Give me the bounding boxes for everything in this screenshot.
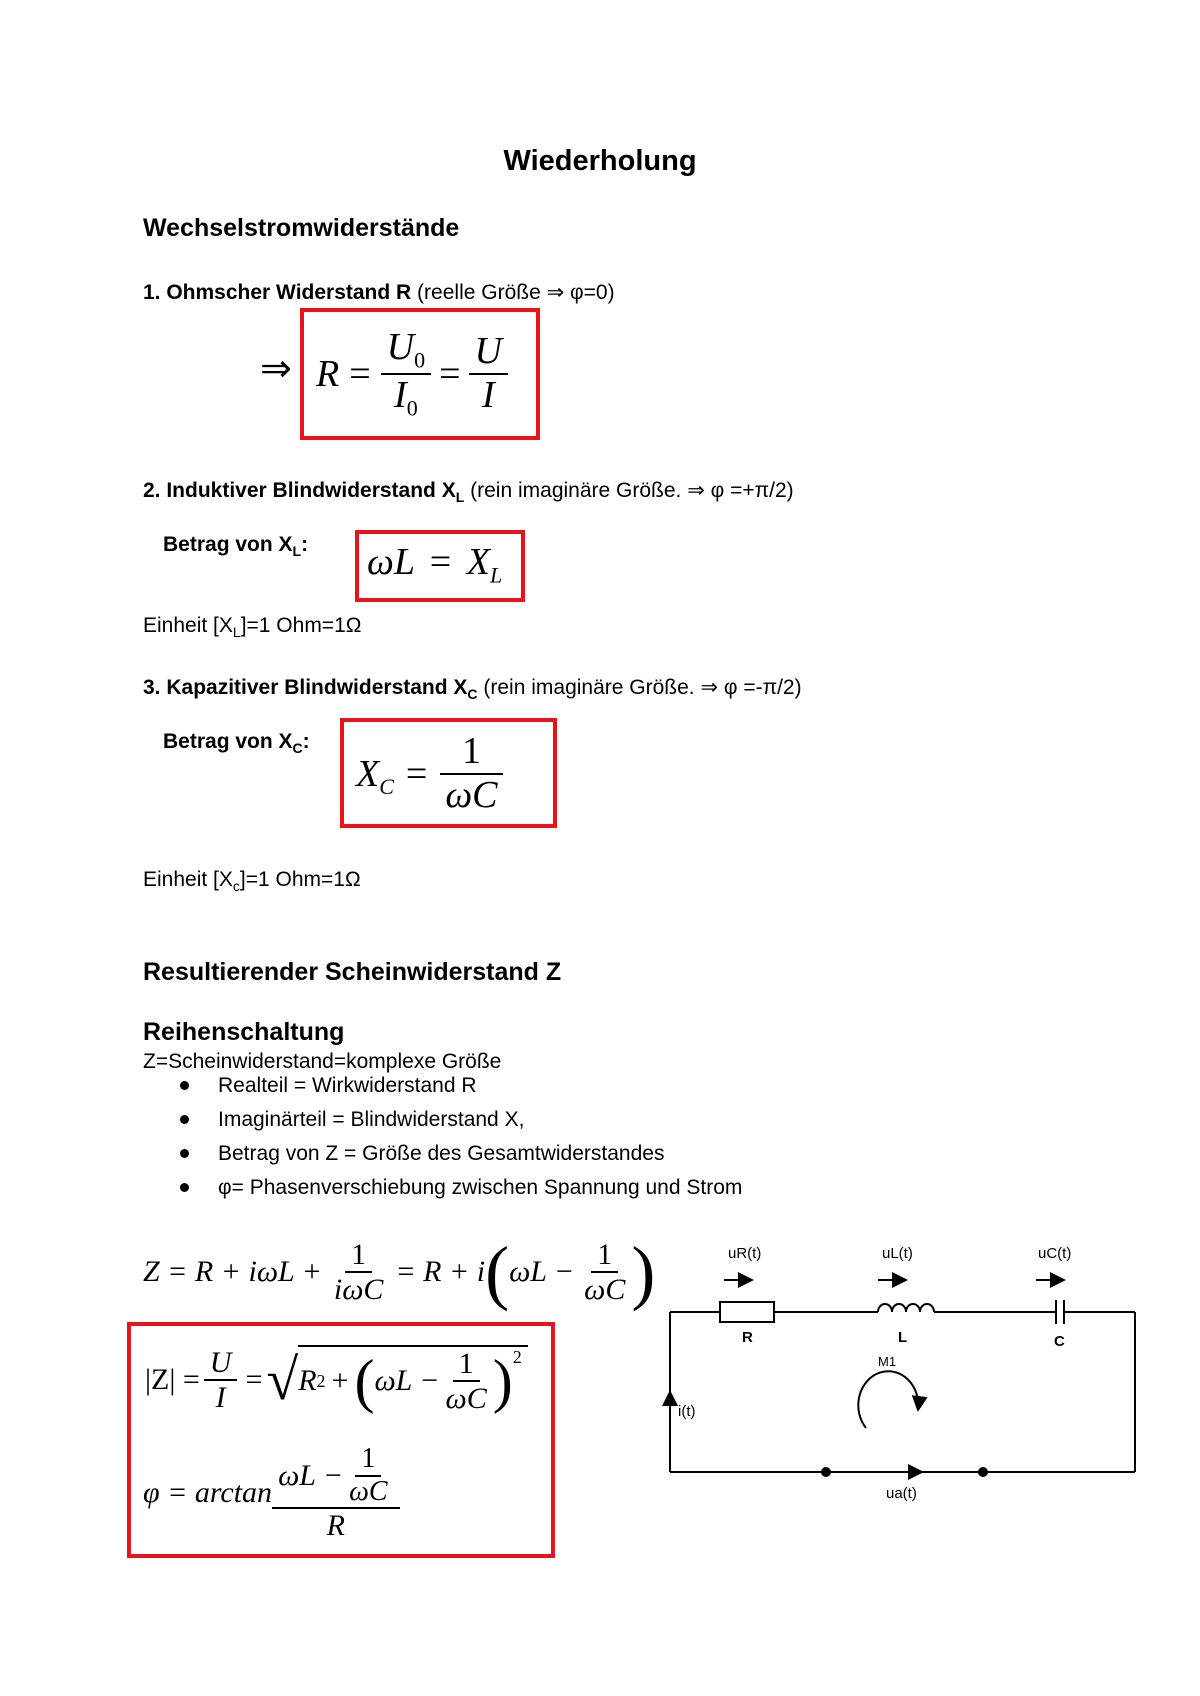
item3-label: [143, 675, 802, 702]
frac-num: U: [469, 331, 508, 375]
item3-unit: [143, 868, 361, 894]
frac-den: I: [394, 374, 407, 416]
formula-part: ωL −: [509, 1255, 575, 1288]
frac-num: 1: [453, 1347, 480, 1382]
label-c: C: [1054, 1333, 1065, 1350]
item3-label-rest: (rein imaginäre Größe. ⇒ φ =-π/2): [477, 676, 802, 699]
formula-box-capacitive: [340, 718, 557, 828]
frac-num: U: [204, 1346, 238, 1381]
unit-sub: L: [232, 624, 241, 641]
frac-den: R: [326, 1509, 345, 1543]
unit-pre: Einheit [X: [143, 868, 233, 891]
frac-den-sub: 0: [406, 395, 418, 421]
formula-phi: [143, 1438, 400, 1548]
formula-lhs: ωL: [367, 541, 415, 583]
item1-label-rest: (reelle Größe ⇒ φ=0): [411, 281, 615, 304]
eq-sign: =: [405, 753, 428, 795]
bullet-text: Realteil = Wirkwiderstand R: [218, 1074, 477, 1097]
item2-unit: [143, 614, 361, 640]
formula-ohm-lhs: R: [316, 353, 340, 395]
list-item: [180, 1140, 742, 1174]
fraction: [440, 1347, 493, 1415]
frac-den: I: [215, 1381, 226, 1414]
betrag-colon: :: [301, 533, 309, 556]
formula-part: R: [298, 1364, 317, 1397]
label-uc: uC(t): [1038, 1245, 1072, 1262]
item3-label-sub: C: [467, 686, 478, 703]
frac-den: ωC: [349, 1475, 388, 1507]
sqrt-symbol: √: [266, 1347, 299, 1412]
label-ul: uL(t): [882, 1245, 913, 1262]
node-dot: [821, 1467, 831, 1477]
formula-part: ωL −: [374, 1364, 440, 1397]
formula-box-ohm: [300, 308, 540, 440]
fraction: [328, 1238, 390, 1306]
label-ur: uR(t): [728, 1245, 762, 1262]
label-l: L: [898, 1329, 908, 1346]
exponent: 2: [512, 1347, 522, 1367]
frac-num: 1: [345, 1238, 372, 1273]
fraction: [578, 1238, 631, 1306]
fraction-1-wc: [439, 731, 503, 817]
formula-box-impedance: [127, 1322, 555, 1558]
item2-label-sub: L: [455, 489, 465, 506]
bullet-list: [180, 1072, 742, 1208]
label-r: R: [742, 1329, 753, 1346]
intro-text: Z=Scheinwiderstand=komplexe Größe: [143, 1050, 502, 1073]
mesh-arrow-icon: [858, 1371, 918, 1428]
capacitor-symbol: [1056, 1300, 1064, 1324]
paren-close: ): [492, 1348, 513, 1414]
frac-den: I: [481, 374, 495, 416]
frac-den: iωC: [333, 1273, 384, 1306]
plus-sign: +: [331, 1364, 349, 1397]
formula-rhs: X: [466, 541, 490, 583]
label-current: i(t): [678, 1403, 696, 1420]
unit-post: ]=1 Ohm=1Ω: [239, 868, 361, 891]
frac-den: ωC: [445, 774, 498, 816]
formula-ohm: [316, 320, 508, 428]
bullet-dot: [180, 1115, 189, 1124]
betrag-text: Betrag von X: [163, 533, 293, 556]
list-item: [180, 1072, 742, 1106]
fraction-u-i: [469, 331, 508, 417]
formula-capacitive: [356, 724, 504, 824]
eq-sign: =: [439, 353, 461, 395]
formula-lhs: X: [356, 753, 380, 795]
paren-open: (: [485, 1232, 510, 1312]
paren-close: ): [631, 1232, 656, 1312]
bullet-dot: [180, 1183, 189, 1192]
bullet-text: Betrag von Z = Größe des Gesamtwiderstandes: [218, 1142, 665, 1165]
item2-betrag-label: [163, 533, 308, 559]
eq-sign: =: [245, 1363, 263, 1396]
frac-num: 1: [440, 731, 503, 775]
item3-betrag-label: [163, 730, 310, 756]
bullet-text: φ= Phasenverschiebung zwischen Spannung und Strom: [218, 1176, 743, 1199]
fraction: [272, 1444, 400, 1543]
unit-pre: Einheit [X: [143, 614, 233, 637]
frac-num: 1: [355, 1444, 381, 1477]
betrag-colon: :: [302, 730, 310, 753]
betrag-text: Betrag von X: [163, 730, 293, 753]
resistor-symbol: [720, 1302, 774, 1322]
frac-den: ωC: [584, 1273, 626, 1306]
formula-part: |Z| =: [145, 1363, 200, 1396]
fraction: [343, 1444, 393, 1508]
node-dot: [978, 1467, 988, 1477]
implies-symbol: ⇒: [260, 347, 292, 390]
fraction-u0-i0: [381, 327, 431, 421]
formula-ohm-implies: [260, 318, 292, 418]
formula-z: [143, 1228, 655, 1316]
paren-open: (: [354, 1348, 375, 1414]
formula-box-inductive: [355, 530, 525, 602]
eq-sign: =: [429, 541, 452, 583]
frac-num: 1: [591, 1238, 618, 1273]
section-heading-wechselstrom: Wechselstromwiderstände: [143, 214, 460, 242]
list-item: [180, 1174, 742, 1208]
unit-post: ]=1 Ohm=1Ω: [240, 614, 362, 637]
formula-part: φ = arctan: [143, 1476, 273, 1509]
formula-lhs-sub: C: [379, 774, 394, 799]
item2-label-rest: (rein imaginäre Größe. ⇒ φ =+π/2): [464, 479, 794, 502]
betrag-sub: C: [292, 740, 303, 757]
sqrt-content: [298, 1345, 528, 1415]
unit-sub: c: [232, 878, 240, 895]
page-title: Wiederholung: [503, 145, 697, 177]
formula-part: = R + i: [395, 1255, 486, 1288]
frac-den: ωC: [445, 1382, 487, 1415]
inductor-symbol: [878, 1304, 934, 1312]
formula-part: Z = R + iωL +: [143, 1255, 322, 1288]
subheading-reihenschaltung: Reihenschaltung: [143, 1018, 345, 1046]
label-ua: ua(t): [886, 1485, 917, 1502]
item1-label-bold: 1. Ohmscher Widerstand R: [143, 281, 412, 304]
eq-sign: =: [349, 353, 371, 395]
formula-inductive: [367, 540, 502, 589]
item2-label: [143, 478, 794, 505]
item1-label: [143, 280, 615, 305]
formula-rhs-sub: L: [489, 562, 503, 588]
bullet-dot: [180, 1149, 189, 1158]
fraction: [204, 1346, 238, 1414]
circuit-diagram: [660, 1232, 1140, 1512]
exponent: 2: [316, 1370, 326, 1391]
bullet-dot: [180, 1081, 189, 1090]
section-heading-scheinwiderstand: Resultierender Scheinwiderstand Z: [143, 958, 562, 986]
frac-num-sub: 0: [414, 347, 426, 373]
frac-num: [272, 1444, 400, 1510]
label-mesh: M1: [878, 1354, 897, 1369]
bullet-text: Imaginärteil = Blindwiderstand X,: [218, 1108, 525, 1131]
item3-label-bold: 3. Kapazitiver Blindwiderstand X: [143, 676, 468, 699]
formula-abs-z: [145, 1332, 528, 1428]
betrag-sub: L: [292, 543, 302, 560]
frac-num: U: [386, 326, 415, 369]
formula-part: ωL −: [278, 1459, 344, 1492]
item2-label-bold: 2. Induktiver Blindwiderstand X: [143, 479, 456, 502]
list-item: [180, 1106, 742, 1140]
